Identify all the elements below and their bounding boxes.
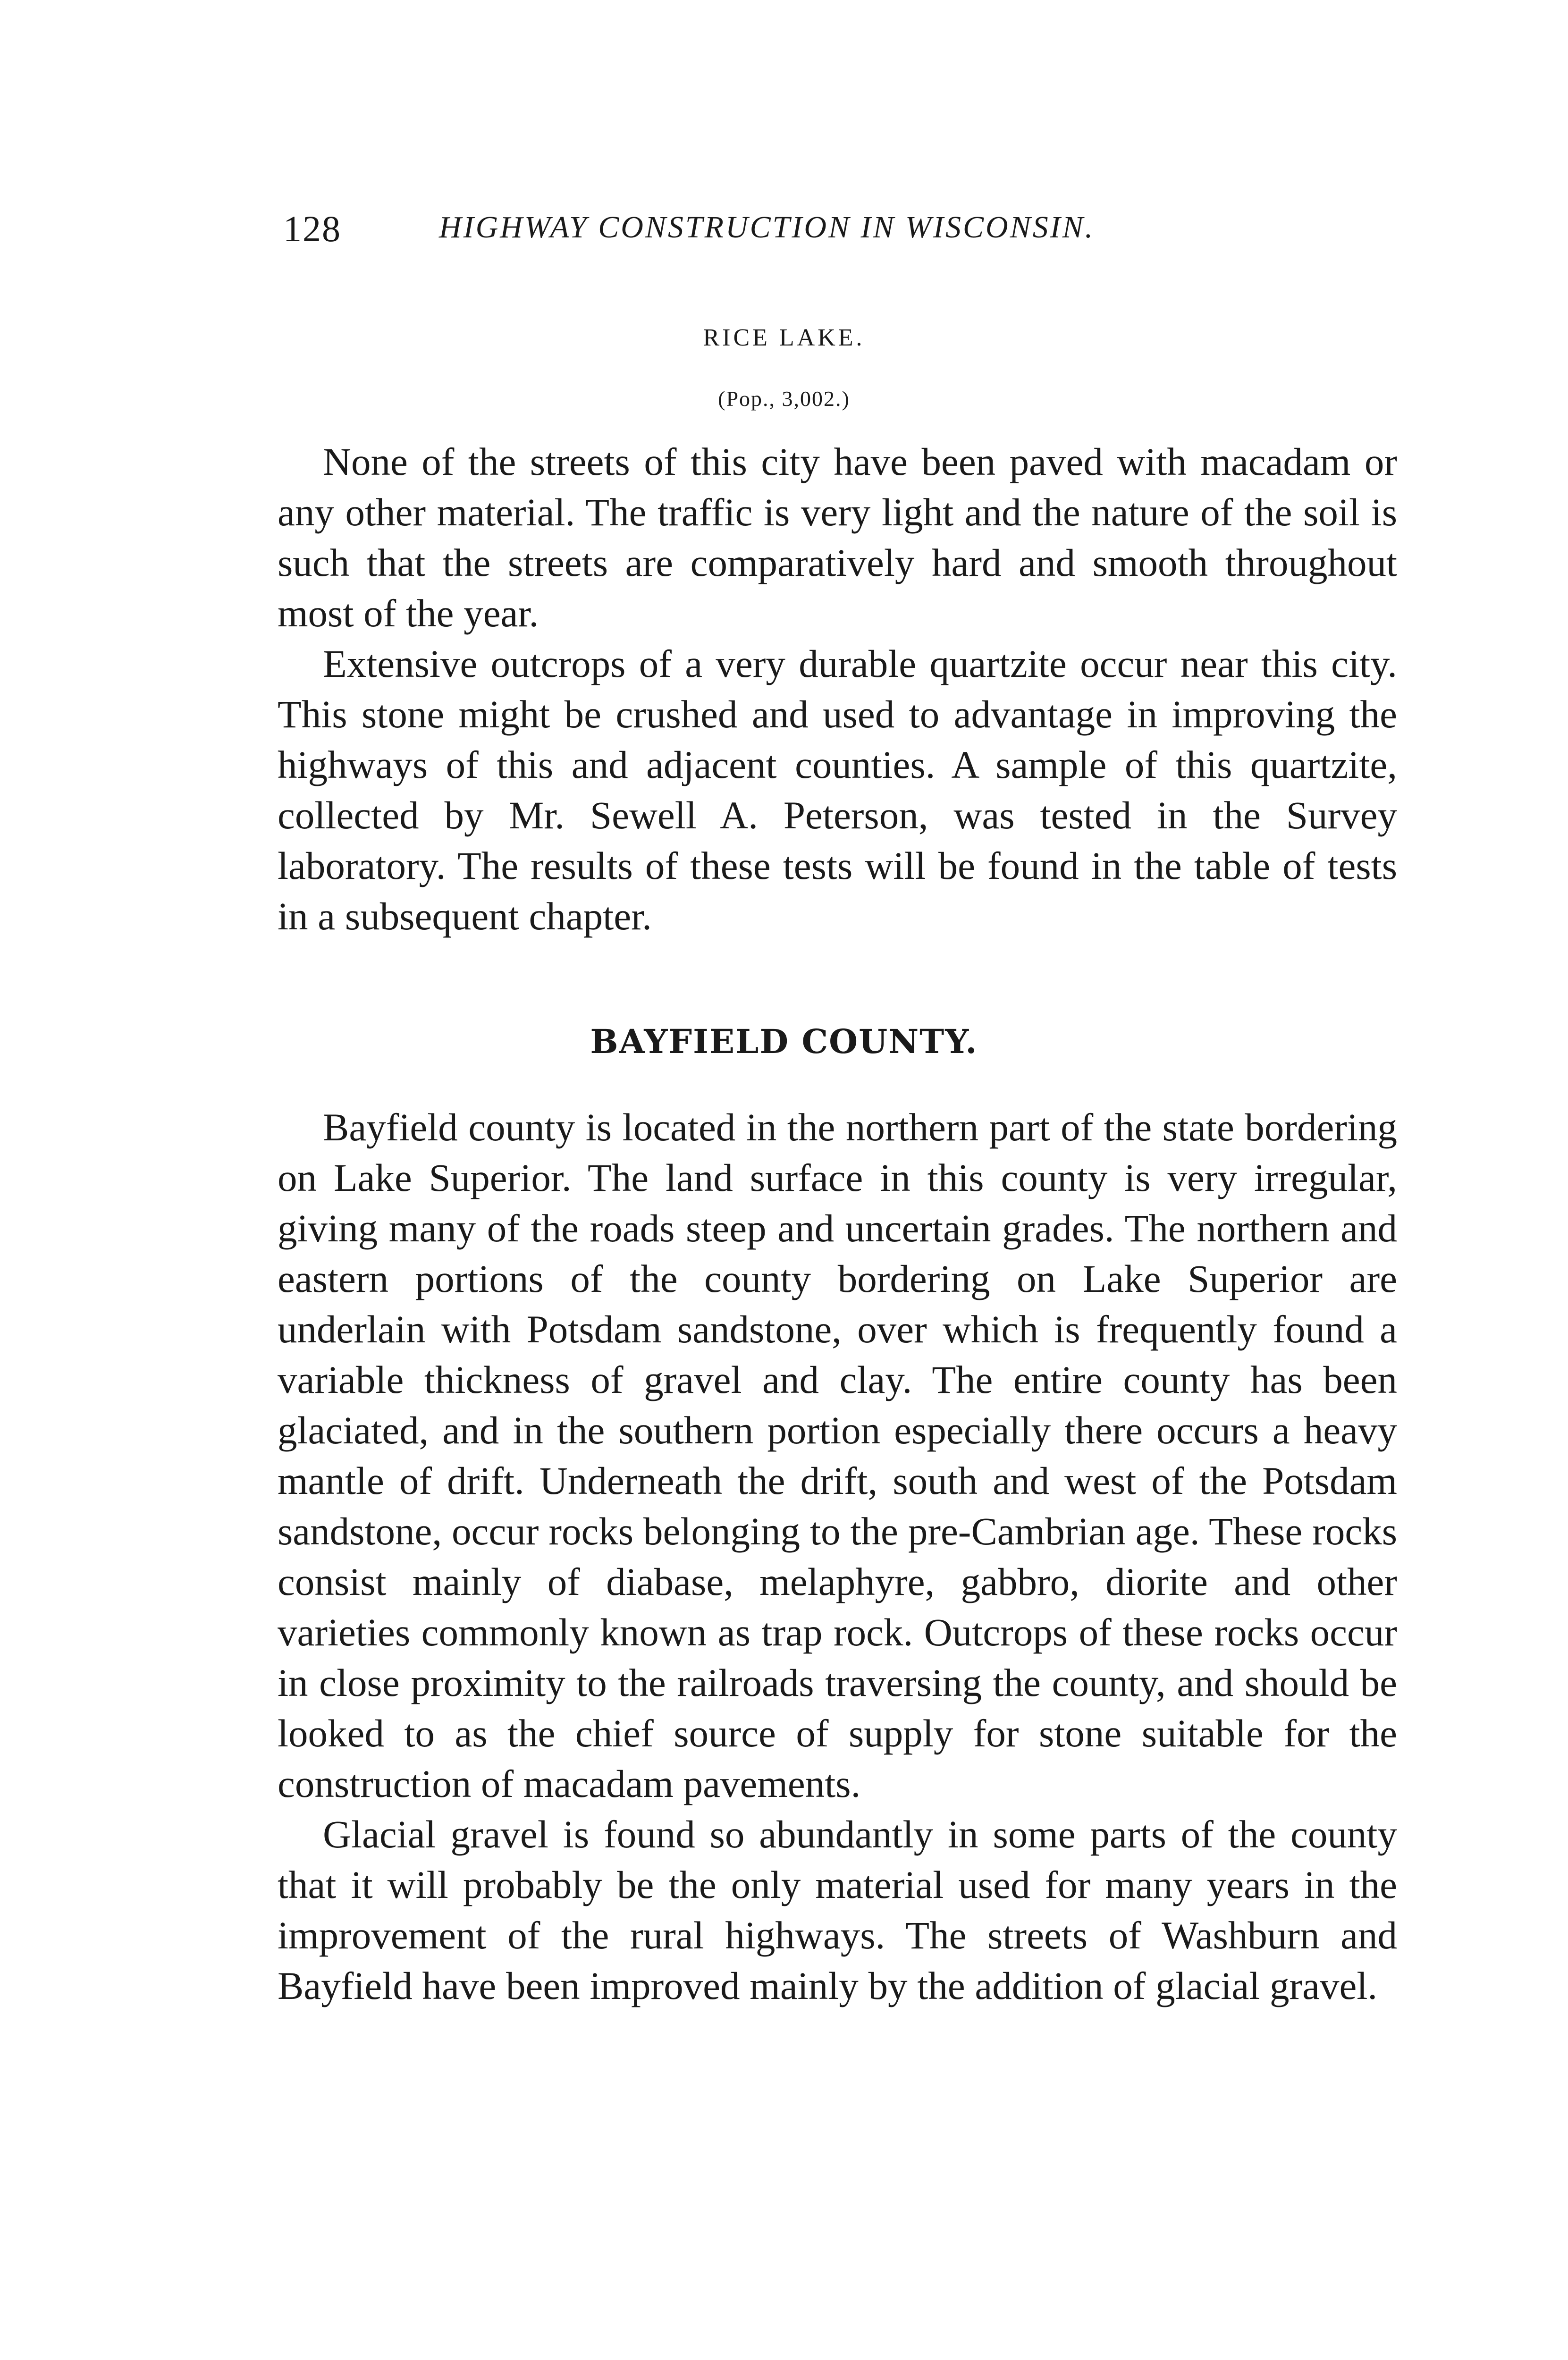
running-head xyxy=(283,208,1322,255)
running-title: HIGHWAY CONSTRUCTION IN WISCONSIN. xyxy=(439,210,1095,244)
paragraph: None of the streets of this city have been paved with macadam or any other material. The traffic is very light and the nature of the soil is such that the streets are comparatively hard and smooth throughout most of the year. xyxy=(278,440,1397,635)
paragraph: Extensive outcrops of a very durable quartzite occur near this city. This stone might be crushed and used to advantage in improving the highways of this and adjacent counties. A sample of this quartzite, collected by Mr. Sewell A. Peterson, was tested in the Survey laboratory. The results of these tests will be found in the table of tests in a subsequent chapter. xyxy=(278,642,1397,938)
rice-lake-text xyxy=(278,437,1397,942)
paragraph: Glacial gravel is found so abundantly in some parts of the county that it will probably be the only material used for many years in the improvement of the rural highways. The streets of Washburn and Bayfield have been improved mainly by the addition of glacial gravel. xyxy=(278,1812,1397,2007)
paragraph: Bayfield county is located in the northern part of the state bordering on Lake Superior. The land surface in this county is very irregular, giving many of the roads steep and uncertain grades. The northern and eastern portions of the county bordering on Lake Superior are underlain with Potsdam sandstone, over which is frequently found a variable thickness of gravel and clay. The entire county has been glaciated, and in the southern portion especially there occurs a heavy mantle of drift. Underneath the drift, south and west of the Potsdam sandstone, occur rocks belonging to the pre-Cambrian age. These rocks consist mainly of diabase, melaphyre, gabbro, diorite and other varieties commonly known as trap rock. Outcrops of these rocks occur in close proximity to the railroads traversing the county, and should be looked to as the chief source of supply for stone suitable for the construction of macadam pavements. xyxy=(278,1105,1397,1805)
population-note: (Pop., 3,002.) xyxy=(718,387,850,411)
bayfield-county-text xyxy=(278,1102,1397,2011)
section-heading-rice-lake: RICE LAKE. xyxy=(703,324,865,351)
section-heading-bayfield-county: BAYFIELD COUNTY. xyxy=(590,1022,978,1061)
page-number: 128 xyxy=(283,208,341,249)
